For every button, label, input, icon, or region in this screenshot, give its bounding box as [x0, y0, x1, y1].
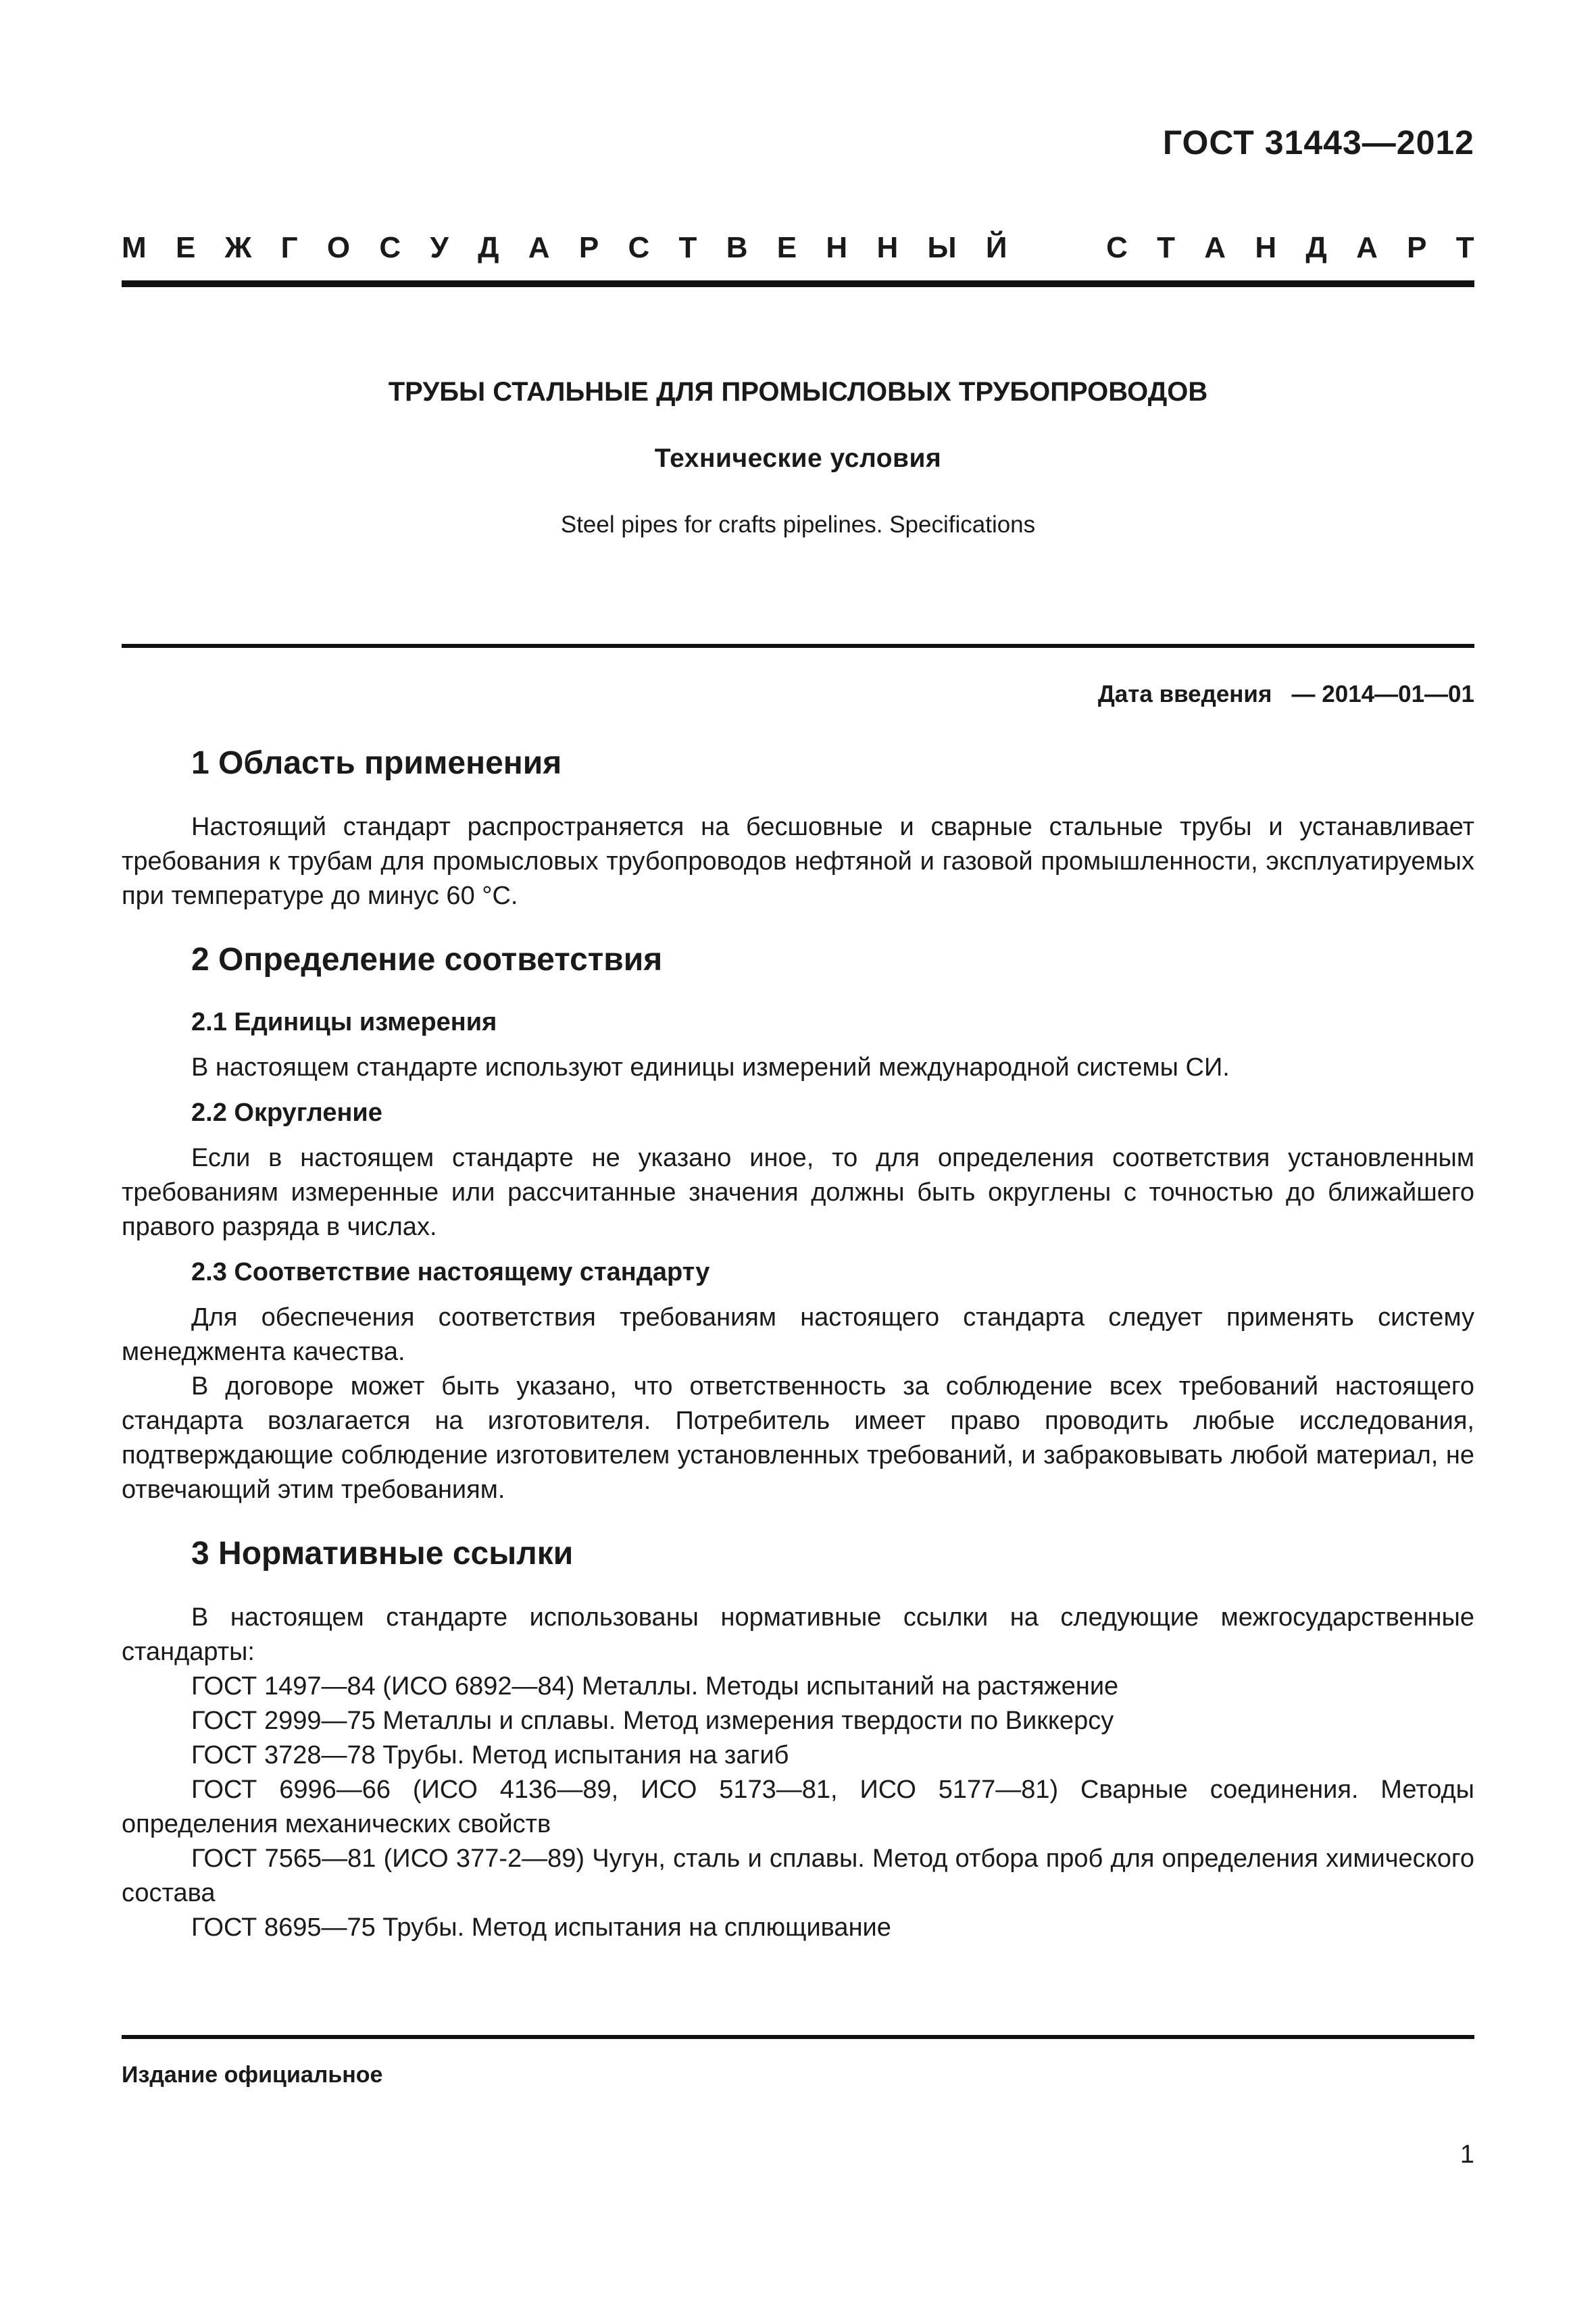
banner-letter: Ы: [927, 231, 957, 264]
page-number: 1: [1460, 2140, 1474, 2169]
introduction-date: Дата введения — 2014—01—01: [1097, 681, 1474, 707]
banner-letter: Т: [678, 231, 697, 264]
subsection-heading: 2.2 Округление: [191, 1099, 382, 1127]
paragraph: Настоящий стандарт распространяется на бесшовные и сварные стальные трубы и устанавливает требования к трубам для промысловых трубопроводов нефтяной и газовой промышленности, эксплуатируемых при температуре до минус 60 °C.: [122, 813, 1474, 910]
banner-letter: Н: [1255, 231, 1277, 264]
reference-item: ГОСТ 1497—84 (ИСО 6892—84) Металлы. Методы испытаний на растяжение: [191, 1672, 1119, 1701]
banner-letter: А: [1204, 231, 1226, 264]
banner-letter: Р: [1407, 231, 1427, 264]
banner-letter: Й: [985, 231, 1007, 264]
banner-letter: Н: [826, 231, 848, 264]
banner-letter: Г: [280, 231, 298, 264]
standard-type-banner: [122, 231, 1474, 265]
banner-letter: У: [430, 231, 449, 264]
banner-letter: Т: [1157, 231, 1176, 264]
paragraph: Если в настоящем стандарте не указано иное, то для определения соответствия установленным требованиям измеренные или рассчитанные значения должны быть округлены с точностью до ближайшего правого разряда в числах.: [122, 1144, 1474, 1241]
banner-letter: М: [122, 231, 147, 264]
banner-letter: О: [326, 231, 351, 264]
header-divider: [122, 280, 1474, 287]
paragraph: В договоре может быть указано, что ответственность за соблюдение всех требований настоящего стандарта возлагается на изготовителя. Потребитель имеет право проводить любые исследования, подтверждающие соблюдение изготовителем установленных требований, и забраковывать любой материал, не отвечающий этим требованиям.: [122, 1372, 1474, 1504]
banner-letter: Д: [1305, 231, 1327, 264]
official-edition-label: Издание официальное: [122, 2062, 383, 2088]
banner-letter: Р: [578, 231, 599, 264]
banner-letter: Н: [876, 231, 899, 264]
banner-letter: Д: [478, 231, 499, 264]
reference-item: ГОСТ 6996—66 (ИСО 4136—89, ИСО 5173—81, ИСО 5177—81) Сварные соединения. Методы определения механических свойств: [122, 1776, 1474, 1838]
section-heading: 3 Нормативные ссылки: [191, 1536, 574, 1571]
english-title: Steel pipes for crafts pipelines. Specifications: [560, 511, 1036, 538]
document-body: [122, 743, 1474, 1945]
paragraph: В настоящем стандарте используют единицы измерений международной системы СИ.: [191, 1053, 1230, 1082]
document-subtitle: Технические условия: [654, 444, 942, 473]
banner-letter: С: [379, 231, 401, 264]
banner-letter: С: [1106, 231, 1128, 264]
paragraph: Для обеспечения соответствия требованиям настоящего стандарта следует применять систему менеджмента качества.: [122, 1303, 1474, 1366]
banner-letter: Е: [776, 231, 797, 264]
banner-letter: Ж: [224, 231, 252, 264]
document-number: ГОСТ 31443—2012: [1162, 124, 1474, 161]
banner-letter: Т: [1455, 231, 1474, 264]
section-heading: 1 Область применения: [191, 745, 562, 781]
banner-letter: А: [528, 231, 550, 264]
title-divider: [122, 644, 1474, 648]
banner-letter: Е: [175, 231, 196, 264]
banner-letter: В: [726, 231, 748, 264]
banner-letter: С: [628, 231, 650, 264]
paragraph: В настоящем стандарте использованы нормативные ссылки на следующие межгосударственные стандарты:: [122, 1603, 1474, 1666]
reference-item: ГОСТ 2999—75 Металлы и сплавы. Метод измерения твердости по Виккерсу: [191, 1707, 1114, 1735]
subsection-heading: 2.1 Единицы измерения: [191, 1008, 497, 1036]
document-title: ТРУБЫ СТАЛЬНЫЕ ДЛЯ ПРОМЫСЛОВЫХ ТРУБОПРОВОДОВ: [388, 377, 1208, 407]
footer-divider: [122, 2035, 1474, 2039]
reference-item: ГОСТ 7565—81 (ИСО 377-2—89) Чугун, сталь и сплавы. Метод отбора проб для определения химического состава: [122, 1844, 1474, 1907]
subsection-heading: 2.3 Соответствие настоящему стандарту: [191, 1258, 710, 1286]
section-heading: 2 Определение соответствия: [191, 942, 663, 978]
banner-word-gap: [1037, 231, 1077, 265]
reference-item: ГОСТ 8695—75 Трубы. Метод испытания на сплющивание: [191, 1913, 891, 1942]
reference-item: ГОСТ 3728—78 Трубы. Метод испытания на загиб: [191, 1741, 789, 1769]
banner-letter: А: [1356, 231, 1378, 264]
